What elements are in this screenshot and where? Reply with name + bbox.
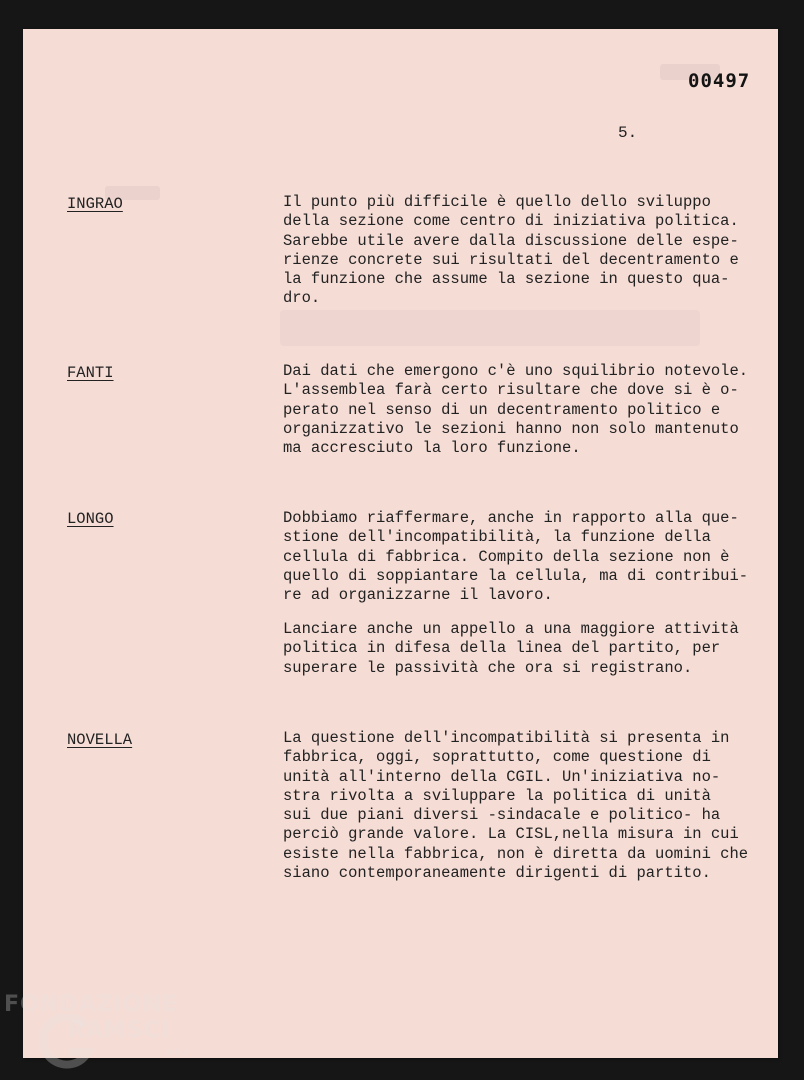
- logo-line1: FONDAZIONE: [4, 992, 178, 1017]
- paragraph-novella: La questione dell'incompatibilità si presenta in fabbrica, oggi, soprattutto, come questione di unità all'interno della CGIL. Un'iniziativa no- stra rivolta a sviluppare la politica di unità sui due piani diversi -sindacale e politico- ha perciò grande valore. La CISL,nella misura in cui esiste nella fabbrica, non è diretta da uomini che siano contemporaneamente dirigenti di partito.: [283, 729, 749, 883]
- speaker-ingrao: INGRAO: [67, 195, 123, 213]
- speaker-fanti: FANTI: [67, 364, 114, 382]
- speaker-longo: LONGO: [67, 510, 114, 528]
- paragraph-longo-1: Dobbiamo riaffermare, anche in rapporto alla que- stione dell'incompatibilità, la funzione della cellula di fabbrica. Compito della sezione non è quello di soppiantare la cellula, ma di contribui- re ad organizzarne il lavoro.: [283, 509, 749, 605]
- document-number: 00497: [688, 70, 751, 92]
- logo-line2: RAMSCI: [68, 1018, 171, 1043]
- paragraph-fanti: Dai dati che emergono c'è uno squilibrio notevole. L'assemblea farà certo risultare che dove si è o- perato nel senso di un decentramento politico e organizzativo le sezioni hanno non solo mantenuto ma accresciuto la loro funzione.: [283, 362, 749, 458]
- logo-subtitle: onlus: [164, 1048, 189, 1058]
- fondazione-gramsci-logo: [4, 990, 204, 1075]
- speaker-novella: NOVELLA: [67, 731, 133, 749]
- show-through-smudge: [280, 310, 700, 346]
- paragraph-ingrao: Il punto più difficile è quello dello sviluppo della sezione come centro di iniziativa politica. Sarebbe utile avere dalla discussione delle espe- rienze concrete sui risultati del decentramento e la funzione che assume la sezione in questo qua- dro.: [283, 193, 739, 308]
- paragraph-longo-2: Lanciare anche un appello a una maggiore attività politica in difesa della linea del partito, per superare le passività che ora si registrano.: [283, 620, 739, 677]
- page-number: 5.: [618, 124, 638, 142]
